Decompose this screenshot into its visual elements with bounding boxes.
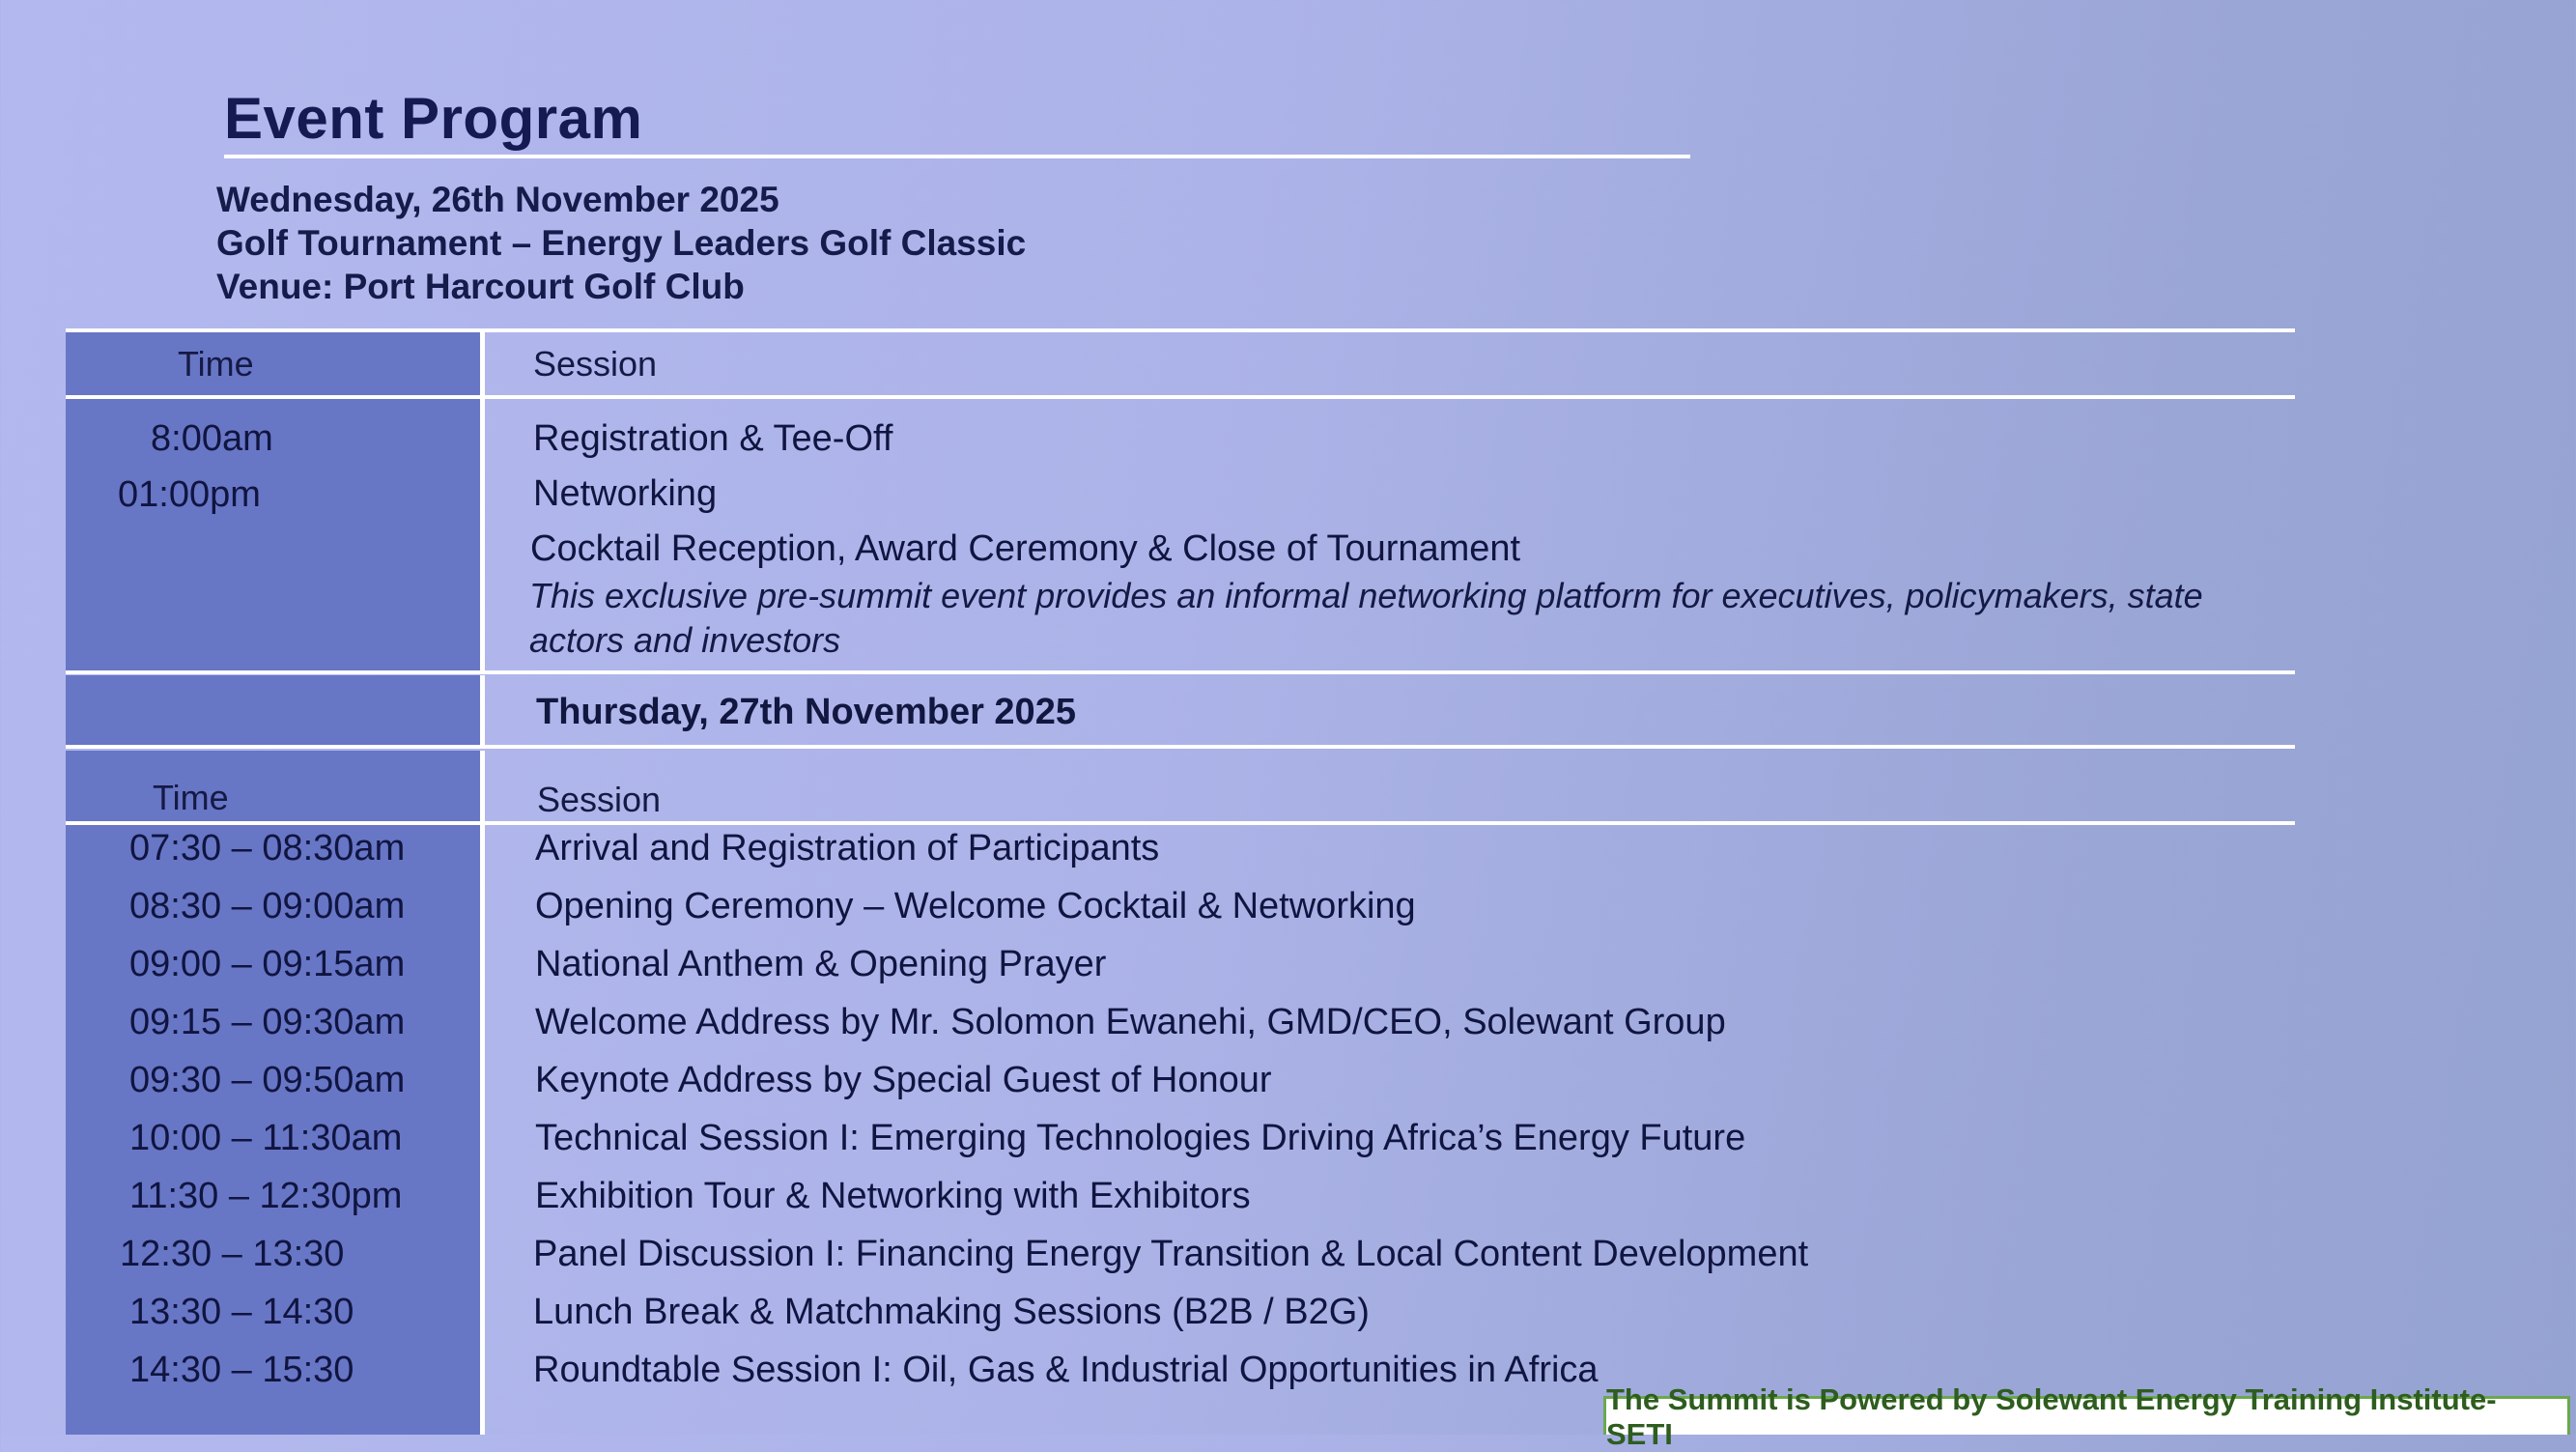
day1-header-session: Session <box>533 344 658 384</box>
day2-row-session: Exhibition Tour & Networking with Exhibitors <box>535 1176 1251 1216</box>
table-rule <box>66 745 2295 749</box>
day2-row-session: Welcome Address by Mr. Solomon Ewanehi, GMD/CEO, Solewant Group <box>535 1002 1726 1042</box>
day2-row-session: National Anthem & Opening Prayer <box>535 944 1107 984</box>
day1-row-session: Networking <box>533 473 718 514</box>
footer-banner <box>1603 1381 2570 1451</box>
column-divider <box>480 751 485 1435</box>
day2-row-session: Technical Session I: Emerging Technologies Driving Africa’s Energy Future <box>535 1118 1746 1158</box>
day1-row-time: 8:00am <box>151 418 273 459</box>
day1-date: Wednesday, 26th November 2025 <box>216 180 779 219</box>
day2-header-session: Session <box>537 780 662 819</box>
day1-header-time: Time <box>178 344 254 384</box>
day1-venue: Venue: Port Harcourt Golf Club <box>216 267 745 306</box>
column-divider <box>480 332 485 670</box>
day2-row-time: 08:30 – 09:00am <box>129 886 406 926</box>
column-divider <box>480 675 485 746</box>
table-rule <box>66 328 2295 332</box>
day1-row-time: 01:00pm <box>118 474 261 515</box>
day2-row-session: Lunch Break & Matchmaking Sessions (B2B / B2G) <box>533 1292 1370 1332</box>
day2-row-session: Arrival and Registration of Participants <box>535 828 1160 868</box>
day2-row-session: Opening Ceremony – Welcome Cocktail & Networking <box>535 886 1416 926</box>
day1-event-name: Golf Tournament – Energy Leaders Golf Classic <box>216 223 1027 263</box>
day2-row-time: 14:30 – 15:30 <box>129 1350 354 1390</box>
day2-row-session: Panel Discussion I: Financing Energy Transition & Local Content Development <box>533 1234 1809 1274</box>
day2-row-time: 09:30 – 09:50am <box>129 1060 406 1100</box>
day1-row-session: Registration & Tee-Off <box>533 418 893 459</box>
day2-row-time: 09:15 – 09:30am <box>129 1002 406 1042</box>
day2-date: Thursday, 27th November 2025 <box>536 692 1076 732</box>
table-rule <box>66 395 2295 399</box>
day1-row-session: Cocktail Reception, Award Ceremony & Close of Tournament <box>530 528 1521 569</box>
day2-row-time: 07:30 – 08:30am <box>129 828 406 868</box>
day1-description: This exclusive pre-summit event provides an informal networking platform for executives, policymakers, state actors and investors <box>529 576 2203 660</box>
title-underline <box>224 155 1690 158</box>
day2-row-time: 10:00 – 11:30am <box>129 1118 403 1158</box>
day2-header-time: Time <box>153 778 229 817</box>
day2-row-time: 11:30 – 12:30pm <box>129 1176 403 1216</box>
table-rule <box>66 821 2295 825</box>
table-rule <box>66 670 2295 674</box>
day2-row-time: 09:00 – 09:15am <box>129 944 406 984</box>
day2-row-time: 12:30 – 13:30 <box>120 1234 345 1274</box>
day2-row-session: Keynote Address by Special Guest of Honour <box>535 1060 1272 1100</box>
page-title: Event Program <box>224 86 643 151</box>
time-column-day2-date <box>66 675 480 746</box>
day2-row-session: Roundtable Session I: Oil, Gas & Industrial Opportunities in Africa <box>533 1350 1599 1390</box>
footer-text: The Summit is Powered by Solewant Energy Training Institute- SETI <box>1606 1381 2497 1451</box>
day2-row-time: 13:30 – 14:30 <box>129 1292 354 1332</box>
